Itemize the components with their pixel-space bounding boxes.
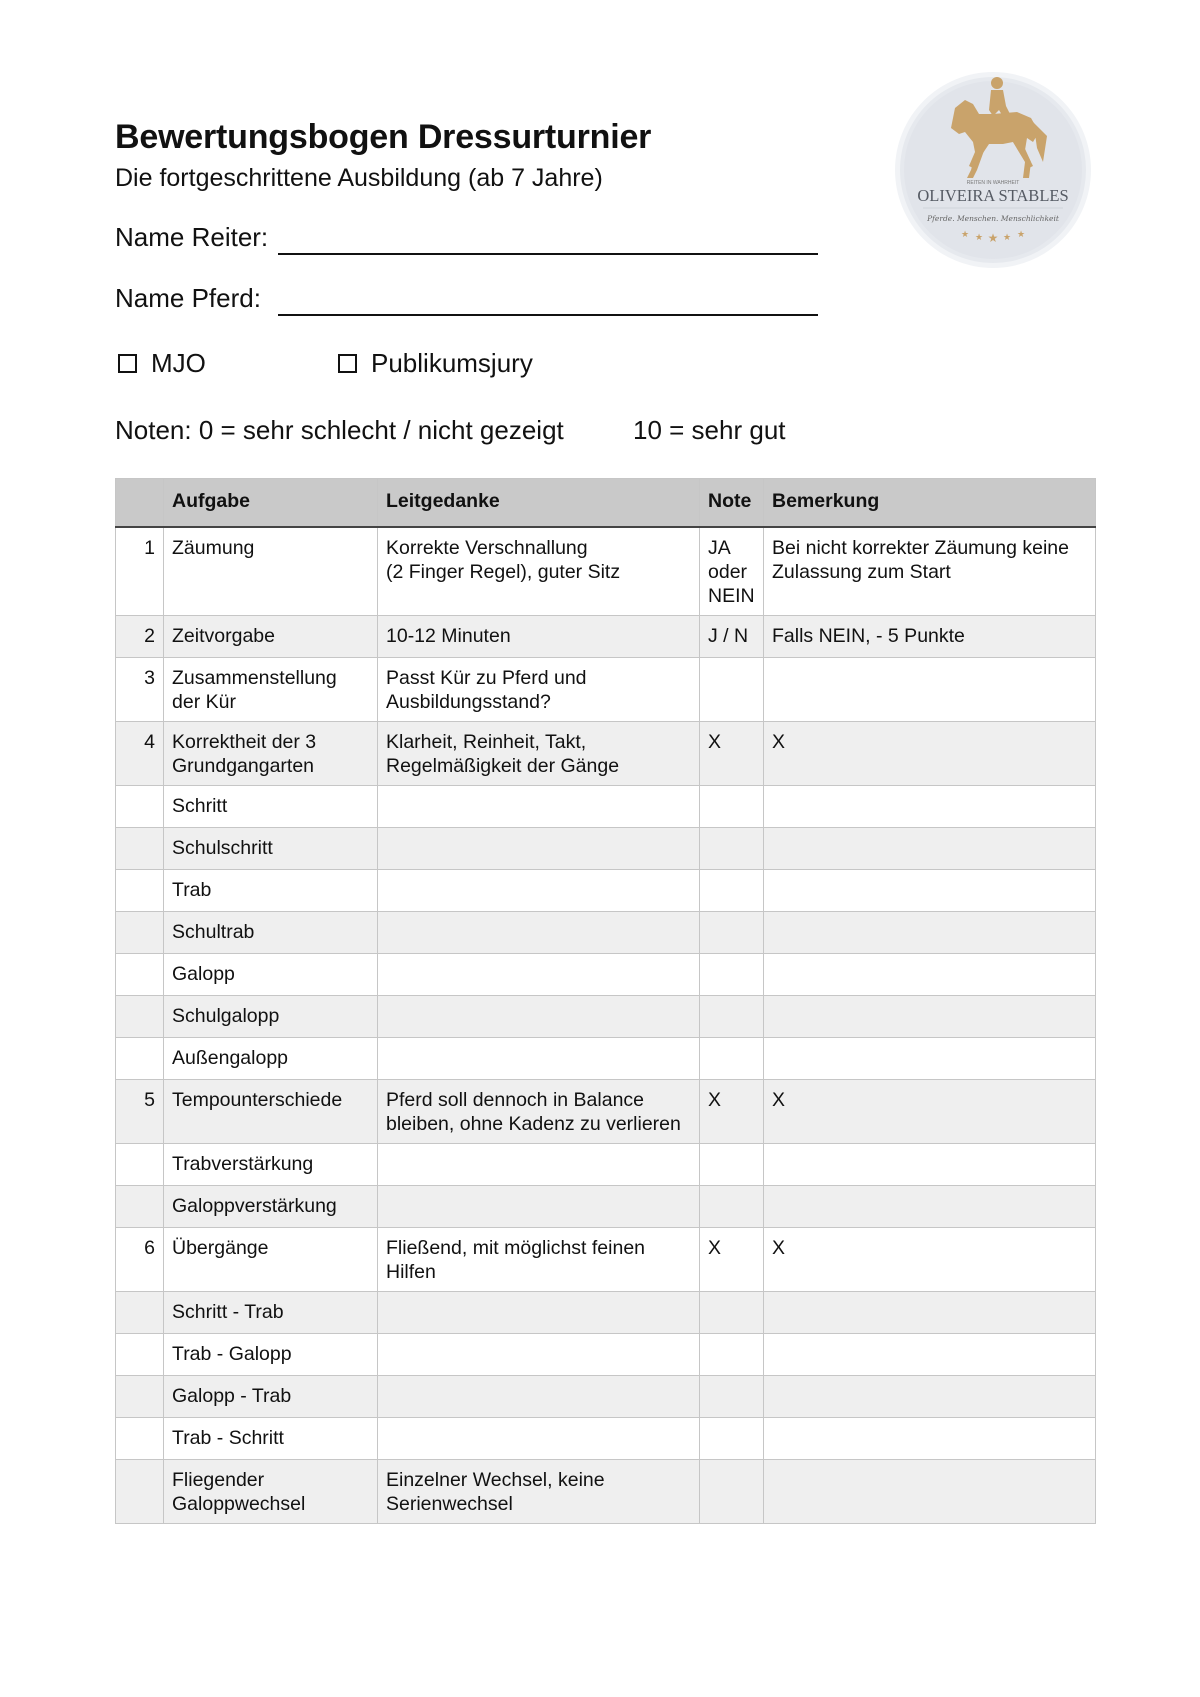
row-number: 2: [116, 616, 164, 658]
table-row: [116, 527, 1096, 616]
table-row: [116, 1460, 1096, 1524]
row-remark[interactable]: [764, 658, 1096, 722]
row-number: 6: [116, 1228, 164, 1292]
row-guideline: [378, 954, 700, 996]
row-task: Schritt - Trab: [164, 1292, 378, 1334]
row-note[interactable]: [700, 1038, 764, 1080]
logo-tagline: Pferde. Menschen. Menschlichkeit: [927, 214, 1059, 223]
row-number: 4: [116, 722, 164, 786]
row-remark[interactable]: [764, 870, 1096, 912]
row-task: Übergänge: [164, 1228, 378, 1292]
horse-name-line[interactable]: [278, 314, 818, 316]
star-icon: ★: [1016, 230, 1026, 240]
row-task: Zäumung: [164, 527, 378, 616]
row-number: [116, 828, 164, 870]
table-row: [116, 996, 1096, 1038]
checkbox-label: Publikumsjury: [371, 348, 533, 378]
table-row: [116, 658, 1096, 722]
row-number: [116, 1186, 164, 1228]
table-row: [116, 616, 1096, 658]
row-note[interactable]: [700, 828, 764, 870]
row-remark[interactable]: [764, 1038, 1096, 1080]
row-number: [116, 1418, 164, 1460]
scale-low: Noten: 0 = sehr schlecht / nicht gezeigt: [115, 415, 564, 445]
horse-name-field[interactable]: [115, 283, 261, 314]
row-number: 5: [116, 1080, 164, 1144]
row-guideline: [378, 1186, 700, 1228]
row-note[interactable]: [700, 912, 764, 954]
row-note[interactable]: [700, 1144, 764, 1186]
row-note[interactable]: [700, 1334, 764, 1376]
rider-name-field[interactable]: [115, 222, 268, 253]
row-note[interactable]: J / N: [700, 616, 764, 658]
row-task: Galopp - Trab: [164, 1376, 378, 1418]
table-row: [116, 870, 1096, 912]
row-guideline: 10-12 Minuten: [378, 616, 700, 658]
row-guideline: [378, 1376, 700, 1418]
row-number: [116, 912, 164, 954]
table-row: [116, 1038, 1096, 1080]
table-row: [116, 828, 1096, 870]
row-guideline: [378, 1038, 700, 1080]
row-guideline: Passt Kür zu Pferd und Ausbildungsstand?: [378, 658, 700, 722]
row-task: Schultrab: [164, 912, 378, 954]
header-bemerkung: Bemerkung: [764, 479, 1096, 528]
logo: [893, 70, 1093, 270]
row-remark[interactable]: [764, 996, 1096, 1038]
row-guideline: [378, 912, 700, 954]
row-note[interactable]: X: [700, 1228, 764, 1292]
table-row: [116, 1228, 1096, 1292]
row-note[interactable]: X: [700, 1080, 764, 1144]
row-task: Zeitvorgabe: [164, 616, 378, 658]
row-remark[interactable]: [764, 828, 1096, 870]
row-number: 1: [116, 527, 164, 616]
row-number: [116, 1376, 164, 1418]
row-remark[interactable]: Falls NEIN, - 5 Punkte: [764, 616, 1096, 658]
row-task: Zusammenstellung der Kür: [164, 658, 378, 722]
table-row: [116, 1144, 1096, 1186]
star-icon: ★: [987, 231, 999, 245]
row-note[interactable]: X: [700, 722, 764, 786]
table-row: [116, 1376, 1096, 1418]
row-remark[interactable]: X: [764, 1228, 1096, 1292]
row-note[interactable]: [700, 786, 764, 828]
star-icon: ★: [1002, 233, 1012, 243]
row-remark[interactable]: X: [764, 1080, 1096, 1144]
row-task: Tempounterschiede: [164, 1080, 378, 1144]
row-remark[interactable]: [764, 912, 1096, 954]
checkbox-mjo[interactable]: [118, 348, 206, 379]
row-number: [116, 996, 164, 1038]
row-task: Korrektheit der 3 Grundgangarten: [164, 722, 378, 786]
row-remark[interactable]: [764, 1376, 1096, 1418]
row-remark[interactable]: [764, 1460, 1096, 1524]
table-row: [116, 1186, 1096, 1228]
row-guideline: [378, 996, 700, 1038]
table-row: [116, 1080, 1096, 1144]
row-number: [116, 1144, 164, 1186]
row-remark[interactable]: [764, 1292, 1096, 1334]
row-guideline: Fließend, mit möglichst feinen Hilfen: [378, 1228, 700, 1292]
row-remark[interactable]: [764, 954, 1096, 996]
row-number: [116, 1460, 164, 1524]
star-icon: ★: [960, 230, 970, 240]
checkbox-publikumsjury[interactable]: [338, 348, 533, 379]
row-guideline: [378, 828, 700, 870]
row-note[interactable]: [700, 1460, 764, 1524]
header-number: [116, 479, 164, 528]
row-task: Schulschritt: [164, 828, 378, 870]
table-row: [116, 912, 1096, 954]
row-number: [116, 1038, 164, 1080]
checkbox-label: MJO: [151, 348, 206, 378]
star-icon: ★: [974, 233, 984, 243]
header-aufgabe: Aufgabe: [164, 479, 378, 528]
table-row: [116, 954, 1096, 996]
row-number: 3: [116, 658, 164, 722]
table-row: [116, 786, 1096, 828]
row-task: Schulgalopp: [164, 996, 378, 1038]
row-guideline: [378, 1334, 700, 1376]
row-guideline: [378, 870, 700, 912]
row-guideline: [378, 1144, 700, 1186]
row-remark[interactable]: Bei nicht korrekter Zäumung keine Zulassung zum Start: [764, 527, 1096, 616]
row-task: Trab: [164, 870, 378, 912]
row-guideline: Pferd soll dennoch in Balance bleiben, ohne Kadenz zu verlieren: [378, 1080, 700, 1144]
row-task: Trab - Schritt: [164, 1418, 378, 1460]
row-remark[interactable]: [764, 1144, 1096, 1186]
row-task: Trab - Galopp: [164, 1334, 378, 1376]
table-row: [116, 722, 1096, 786]
row-note[interactable]: [700, 1376, 764, 1418]
row-note[interactable]: [700, 954, 764, 996]
page-title: Bewertungsbogen Dressurturnier: [115, 118, 652, 156]
row-number: [116, 786, 164, 828]
rider-name-label: Name Reiter:: [115, 222, 269, 252]
row-remark[interactable]: X: [764, 722, 1096, 786]
checkbox-box[interactable]: [118, 354, 137, 373]
table-row: [116, 1334, 1096, 1376]
evaluation-table: [115, 478, 1096, 1524]
row-task: Schritt: [164, 786, 378, 828]
table-row: [116, 1292, 1096, 1334]
row-guideline: [378, 1292, 700, 1334]
row-task: Trabverstärkung: [164, 1144, 378, 1186]
scale-high: 10 = sehr gut: [633, 415, 786, 445]
row-note[interactable]: [700, 870, 764, 912]
row-number: [116, 1292, 164, 1334]
row-guideline: Einzelner Wechsel, keine Serienwechsel: [378, 1460, 700, 1524]
row-note[interactable]: [700, 1186, 764, 1228]
row-note[interactable]: [700, 1418, 764, 1460]
header-leitgedanke: Leitgedanke: [378, 479, 700, 528]
horse-rider-icon: [893, 70, 1093, 270]
row-remark[interactable]: [764, 1334, 1096, 1376]
row-note[interactable]: [700, 1292, 764, 1334]
row-guideline: Klarheit, Reinheit, Takt, Regelmäßigkeit der Gänge: [378, 722, 700, 786]
logo-top-text: REITEN IN WAHRHEIT: [966, 180, 1020, 186]
row-guideline: [378, 1418, 700, 1460]
row-number: [116, 870, 164, 912]
row-task: Galoppverstärkung: [164, 1186, 378, 1228]
row-note[interactable]: [700, 996, 764, 1038]
row-number: [116, 954, 164, 996]
horse-name-label: Name Pferd:: [115, 283, 261, 313]
page-subtitle: Die fortgeschrittene Ausbildung (ab 7 Jahre): [115, 164, 603, 192]
table-row: [116, 1418, 1096, 1460]
rider-name-line[interactable]: [278, 253, 818, 255]
table-header-row: [116, 479, 1096, 528]
row-note[interactable]: [700, 658, 764, 722]
logo-name: OLIVEIRA STABLES: [917, 186, 1069, 205]
row-task: Galopp: [164, 954, 378, 996]
row-remark[interactable]: [764, 1186, 1096, 1228]
row-note[interactable]: JA oder NEIN: [700, 527, 764, 616]
row-remark[interactable]: [764, 1418, 1096, 1460]
row-task: Fliegender Galoppwechsel: [164, 1460, 378, 1524]
checkbox-box[interactable]: [338, 354, 357, 373]
row-remark[interactable]: [764, 786, 1096, 828]
header-note: Note: [700, 479, 764, 528]
row-guideline: Korrekte Verschnallung (2 Finger Regel), guter Sitz: [378, 527, 700, 616]
row-guideline: [378, 786, 700, 828]
row-number: [116, 1334, 164, 1376]
row-task: Außengalopp: [164, 1038, 378, 1080]
